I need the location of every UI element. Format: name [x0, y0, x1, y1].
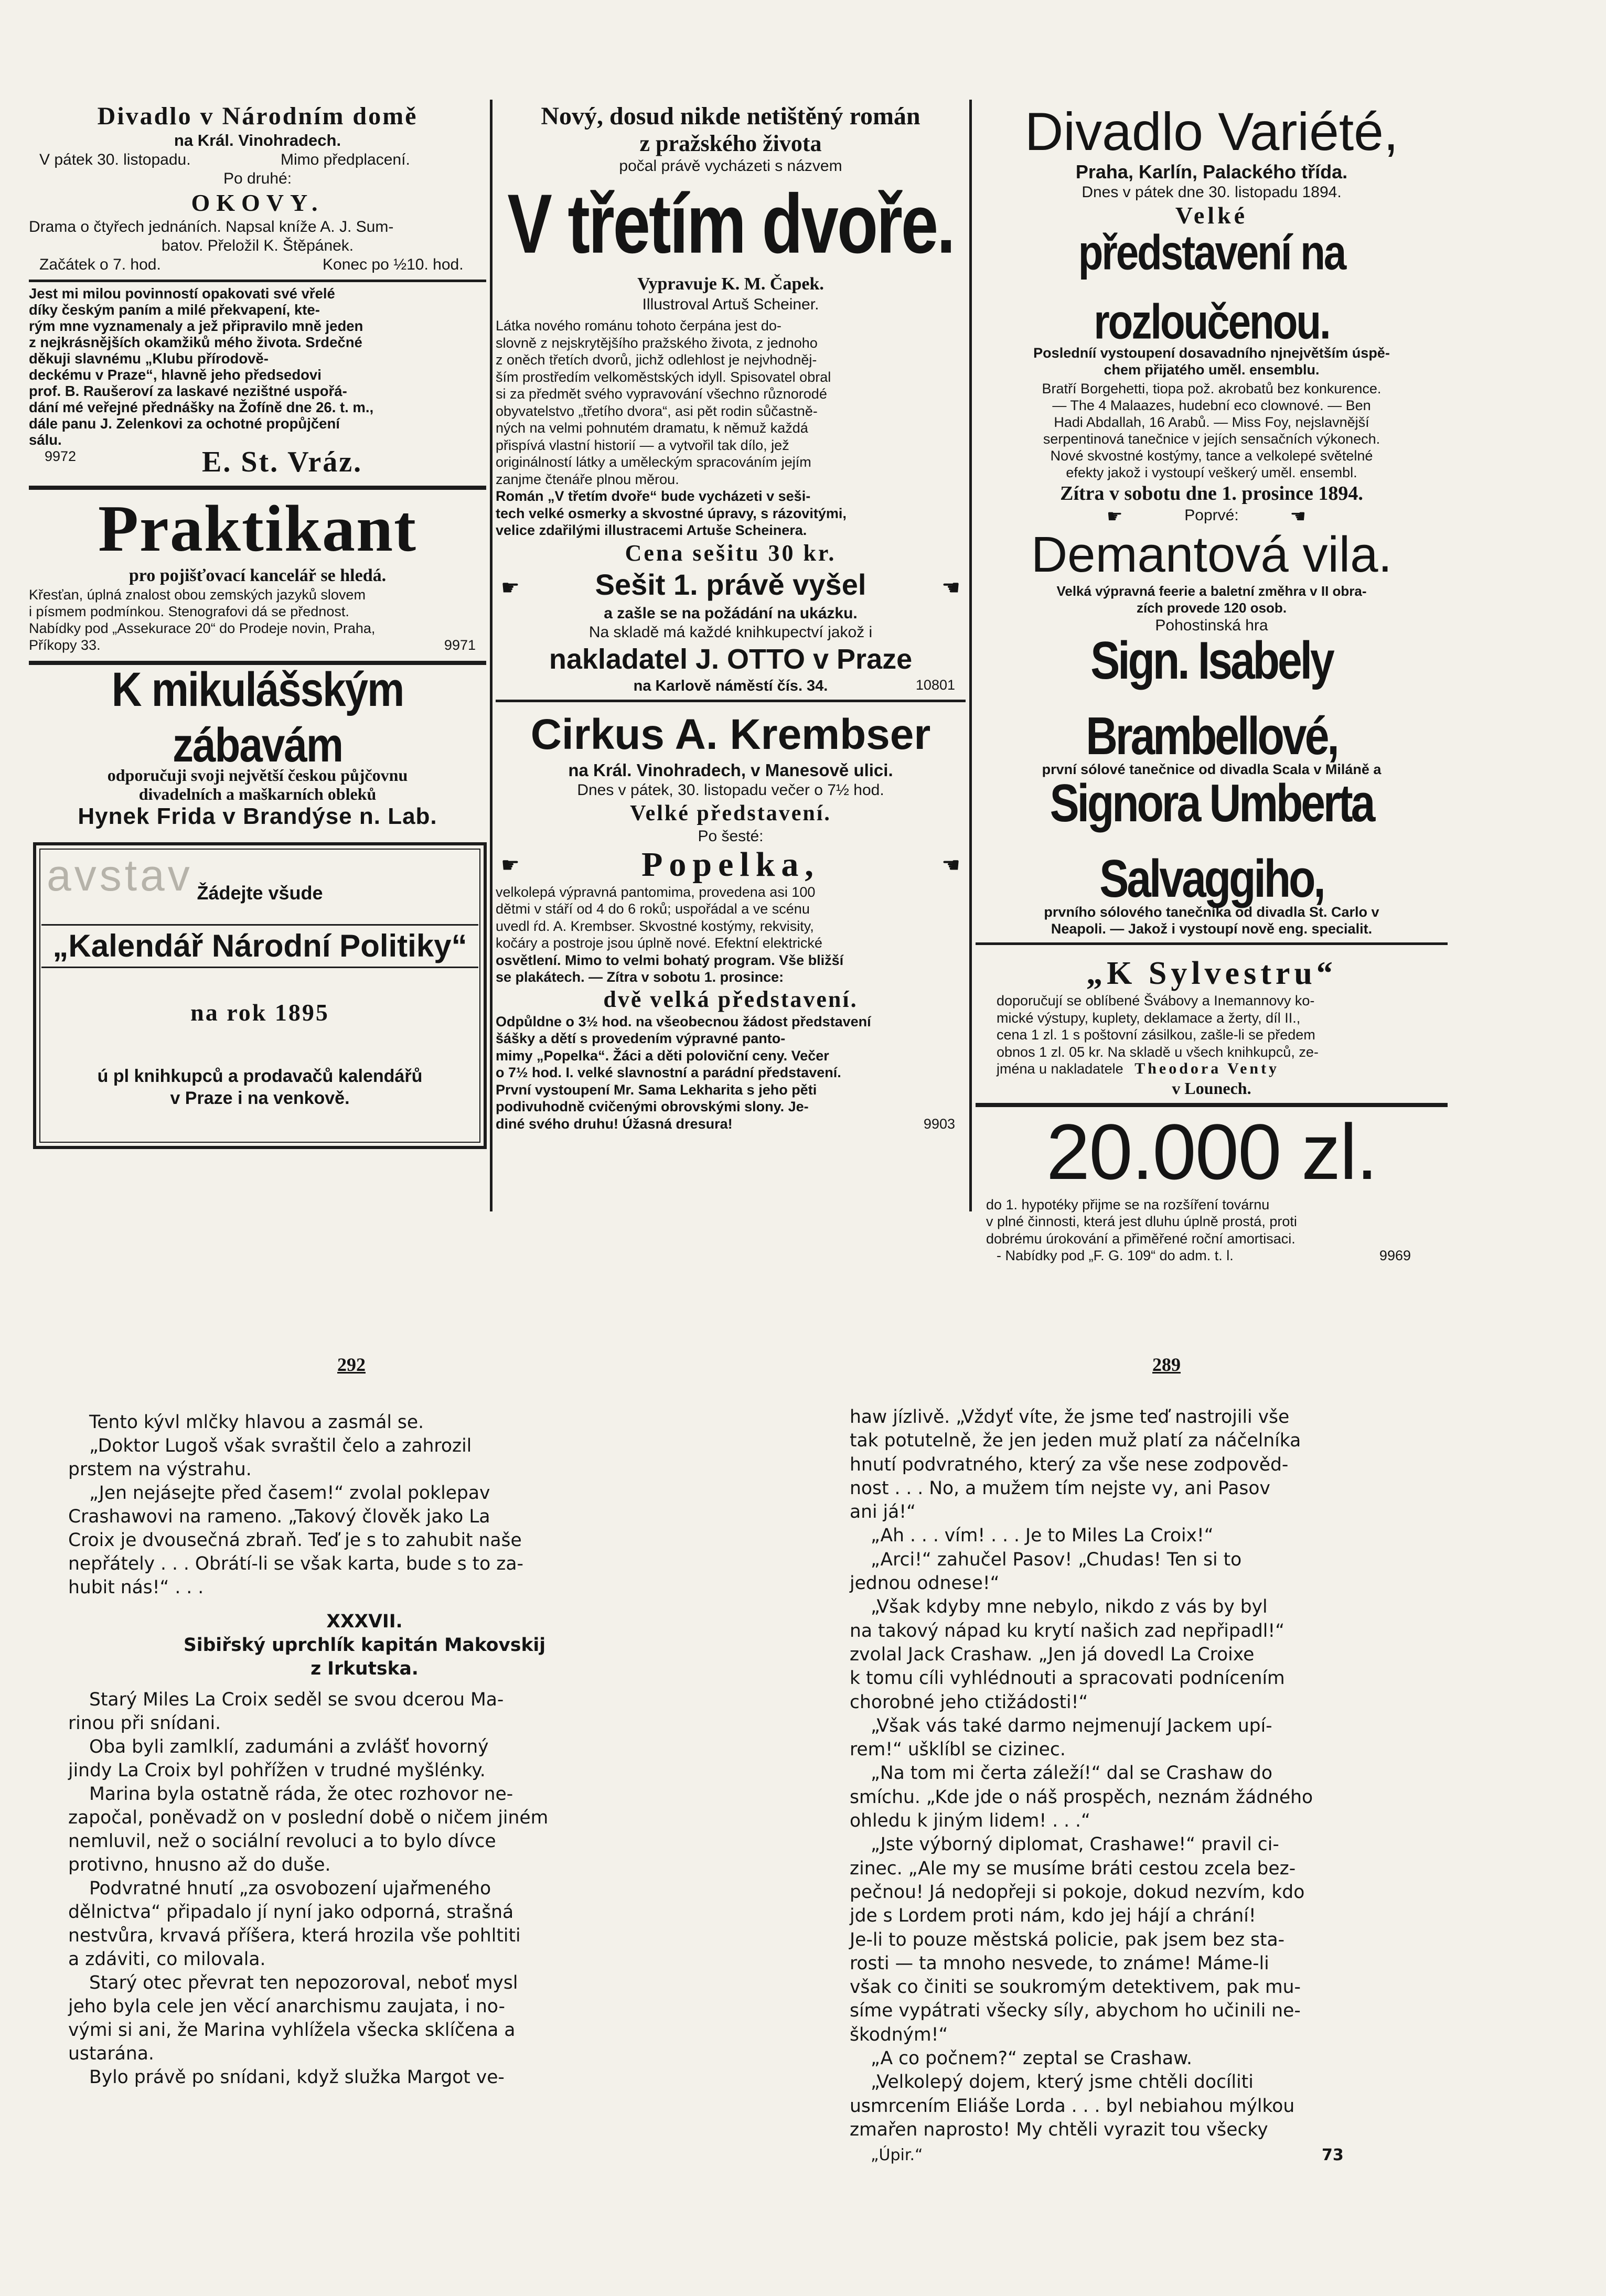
variete-star-2-line: Neapoli. — Jakož i vystoupí nově eng. specialit.	[1051, 921, 1373, 937]
calendar-line-1: ú pl knihkupců a prodavačů kalendářů	[97, 1066, 423, 1086]
novel-ad-author: Vypravuje K. M. Čapek.	[637, 274, 824, 294]
chapter-title: Sibiřský uprchlík kapitán Makovskij	[183, 1635, 546, 1656]
left-page-number: 292	[337, 1354, 366, 1375]
sylvestr-ad	[976, 954, 1448, 1099]
circus-show-row	[496, 846, 966, 884]
novel-left-page	[68, 1411, 661, 2250]
mikulas-ad	[29, 662, 486, 830]
money-number: 9969	[1379, 1248, 1411, 1263]
sylvestr-line: obnos 1 zl. 05 kr. Na skladě u všech knihkupců, ze-	[997, 1044, 1319, 1060]
novel-line: však co činiti se soukromým detektivem, pak mu-	[850, 1977, 1301, 1998]
novel-ad-line: slovně z nejskrytějšího pražského života, z jednoho	[496, 335, 818, 351]
theatre-ad	[29, 102, 486, 276]
variete-star-2-line: prvního sólového tanečníka od divadla St. Carlo v	[1044, 904, 1379, 920]
novel-line: Oba byli zamlklí, zadumáni a zvlášť hovorný	[89, 1736, 489, 1757]
variete-act-line: Nové skvostné kostýmy, tance a velkolepé světelné	[1050, 448, 1373, 464]
divider	[976, 942, 1448, 945]
novel-line: „Doktor Lugoš však svraštil čelo a zahrozil	[89, 1435, 472, 1456]
variete-line: Posledníí vystoupení dosavadního njnejvětším úspě-	[1033, 345, 1390, 361]
column-rule	[490, 100, 492, 1211]
praktikant-head: pro pojišťovací kancelář se hledá.	[129, 566, 387, 585]
variete-star-1-desc: první sólové tanečnice od divadla Scala v Miláně a	[1042, 761, 1382, 777]
circus-body-2	[496, 1013, 966, 1115]
calendar-ask: Žádejte všude	[197, 882, 323, 904]
thanks-line: z nejkrásnějších okamžiků mého života. Srdečné	[29, 334, 362, 350]
novel-ad-address: na Karlově náměstí čís. 34.	[633, 677, 828, 694]
praktikant-body	[29, 586, 486, 637]
novel-ad-issue: Sešit 1. právě vyšel	[595, 567, 866, 601]
money-line: do 1. hypotéky přijme se na rozšíření továrnu	[986, 1196, 1270, 1213]
variete-first-row	[976, 506, 1448, 527]
novel-ad-head-3: počal právě vycházeti s názvem	[619, 157, 842, 175]
praktikant-line: i písmem podmínkou. Stenografovi dá se přednost.	[29, 604, 349, 619]
novel-ad-order: a zašle se na požádání na ukázku.	[604, 604, 858, 622]
circus-body	[496, 884, 966, 986]
novel-line: „Ah . . . vím! . . . Je to Miles La Croix!“	[871, 1525, 1214, 1547]
hand-pointer-left-icon: ☚	[941, 575, 960, 600]
novel-ad-line: ných na velmi pohnutém dramatu, k němuž každá	[496, 420, 808, 436]
money-amount: 20.000 zl.	[1046, 1107, 1377, 1196]
money-body	[976, 1196, 1448, 1248]
sylvestr-line: mické výstupy, kuplety, deklamace a žerty, díl II.,	[997, 1010, 1301, 1026]
novel-line: protivno, hnusno až do duše.	[68, 1854, 331, 1875]
novel-ad-body	[496, 317, 966, 539]
mikulas-title: K mikulášským zábavám	[111, 662, 404, 772]
novel-line: Starý otec převrat ten nepozoroval, neboť mysl	[89, 1972, 518, 1993]
chapter-number: XXXVII.	[326, 1611, 403, 1632]
circus-line: podivuhodně cvičenými obrovskými slony. Je-	[496, 1099, 809, 1114]
novel-line: na takový nápad ku krytí našich zad nepřipadl!“	[850, 1620, 1285, 1641]
variete-title-3: Demantová vila.	[1031, 527, 1393, 583]
circus-show: Popelka,	[641, 845, 820, 884]
variete-title-2: představení na rozloučenou.	[1078, 224, 1345, 349]
right-page-number: 289	[1152, 1354, 1181, 1375]
novel-ad-number: 10801	[915, 677, 955, 693]
novel-line: zinec. „Ale my se musíme bráti cestou zcela bez-	[850, 1858, 1296, 1879]
novel-ad-line: zanjme čtenáře plnou měrou.	[496, 471, 679, 487]
mikulas-name: Hynek Frida v Brandýse n. Lab.	[78, 803, 437, 829]
hand-pointer-icon: ☛	[1107, 506, 1123, 527]
hand-pointer-icon: ☛	[501, 575, 520, 600]
variete-act-line: efekty jakož i vystoupí veškerý uměl. ensembl.	[1066, 465, 1357, 480]
novel-line: chorobné jeho ctižádosti!“	[850, 1691, 1088, 1713]
novel-ad-issue-row	[496, 567, 966, 604]
novel-ad-line: ším prostředím velkoměstských idyll. Spisovatel obral	[496, 369, 831, 385]
thanks-line: Jest mi milou povinností opakovati své vřelé	[29, 285, 335, 302]
thanks-line: sálu.	[29, 432, 62, 448]
novel-line: Podvratné hnutí „za osvobození ujařmeného	[89, 1878, 491, 1899]
novel-line: Tento kývl mlčky hlavou a zasmál se.	[89, 1412, 424, 1433]
novel-line: Marina byla ostatně ráda, že otec rozhovor ne-	[89, 1784, 513, 1805]
novel-ad-line: originálností látky a uměleckým spracováním jejím	[496, 454, 811, 470]
theatre-date: V pátek 30. listopadu.	[39, 151, 191, 168]
sylvestr-name: Theodora Venty	[1134, 1060, 1280, 1077]
novel-ad-illustrator: Illustroval Artuš Scheiner.	[642, 296, 819, 313]
calendar-line-2: v Praze i na venkově.	[170, 1088, 350, 1108]
novel-ad	[496, 102, 966, 695]
variete-date: Dnes v pátek dne 30. listopadu 1894.	[1082, 184, 1342, 201]
divider	[976, 1103, 1448, 1107]
novel-line: škodným!“	[850, 2024, 948, 2045]
novel-line: jeho byla cele jen věcí anarchismu zaujata, i no-	[68, 1996, 506, 2017]
variete-act-line: serpentinová tanečnice v jejích sensačních výkonech.	[1043, 431, 1380, 447]
novel-line: Croix je dvousečná zbraň. Teď je s to zahubit naše	[68, 1530, 522, 1551]
novel-ad-line: tech velké osmerky a skvostné úpravy, s rázovitými,	[496, 505, 847, 521]
novel-ad-stock: Na skladě má každé knihkupectví jakož i	[588, 623, 873, 641]
novel-line: jindy La Croix byl pohřížen v trudné myšlénky.	[68, 1760, 486, 1781]
variete-star-1: Sign. Isabely Brambellové,	[1086, 630, 1337, 766]
circus-title: Cirkus A. Krembser	[530, 710, 931, 758]
circus-line: se plakátech. — Zítra v sobotu 1. prosince:	[496, 969, 784, 985]
money-ad	[976, 1107, 1448, 1265]
novel-line: „Však vás také darmo nejmenují Jackem upí-	[871, 1715, 1272, 1736]
novel-footer-word: „Úpir.“	[871, 2146, 923, 2165]
novel-line: zmařen naprosto! My chtěli vyrazit tou všecky	[850, 2119, 1268, 2140]
novel-line: ohledu k jiným lidem! . . .“	[850, 1810, 1090, 1832]
praktikant-title: Praktikant	[98, 492, 417, 565]
divider	[29, 280, 486, 282]
theatre-end: Konec po ½10. hod.	[323, 256, 464, 273]
money-line: dobrému úrokování a přiměřené roční amortisaci.	[986, 1230, 1295, 1247]
novel-line: pečnou! Já nedopřeji si pokoje, dokud nezvím, kdo	[850, 1881, 1305, 1903]
novel-line: hnutí podvratného, který za vše nese zodpověd-	[850, 1454, 1289, 1475]
novel-ad-line: Látka nového románu tohoto čerpána jest do-	[496, 318, 781, 334]
circus-line: o 7½ hod. I. velké slavnostní a parádní představení.	[496, 1065, 841, 1080]
variete-actress: Pohostinská hra	[1155, 617, 1268, 634]
circus-ad	[496, 710, 966, 1133]
novel-line: rinou při snídani.	[68, 1713, 221, 1734]
novel-ad-line: si za předmět svého vypravování všechno různorodé	[496, 386, 827, 402]
sylvestr-body	[976, 992, 1448, 1078]
theatre-title: Divadlo v Národním domě	[97, 102, 418, 130]
novel-ad-head-2: z pražského života	[639, 131, 822, 156]
variete-act-line: — The 4 Malaazes, hudební eco clownové. — Ben	[1052, 398, 1371, 413]
variete-first: Poprvé:	[1184, 507, 1239, 524]
novel-line: zvolal Jack Crashaw. „Jen já dovedl La Croixe	[850, 1644, 1255, 1665]
circus-line: šášky a dětí s provedením výpravné panto-	[496, 1031, 786, 1046]
circus-line: První vystoupení Mr. Sama Lekharita s jeho pěti	[496, 1081, 817, 1098]
circus-line: uvedl ŕd. A. Krembser. Skvostné kostýmy, rekvisity,	[496, 918, 814, 934]
praktikant-ad	[29, 493, 486, 656]
circus-two: dvě velká představení.	[603, 986, 858, 1012]
money-last: - Nabídky pod „F. G. 109“ do adm. t. l.	[997, 1248, 1234, 1263]
novel-line: jednou odnese!“	[850, 1573, 1000, 1594]
novel-line: nemluvil, než o sociální revoluci a to bylo dívce	[68, 1831, 496, 1852]
sylvestr-line: doporučují se oblíbené Švábovy a Inemannovy ko-	[997, 993, 1315, 1008]
sylvestr-line: cena 1 zl. 1 s poštovní zásilkou, zašle-li se předem	[997, 1027, 1315, 1043]
novel-line: nost . . . No, a mužem tím nejste vy, ani Pasov	[850, 1477, 1270, 1499]
novel-line: ustarána.	[68, 2043, 154, 2064]
novel-line: rem!“ ušklíbl se cizinec.	[850, 1739, 1066, 1761]
novel-line: započal, poněvadž on v poslední době o ničem jiném	[68, 1807, 549, 1828]
praktikant-line: Křesťan, úplná znalost obou zemských jazyků slovem	[29, 587, 366, 603]
thanks-line: deckému v Praze“, hlavně jeho předsedovi	[29, 367, 322, 383]
circus-number: 9903	[923, 1115, 955, 1132]
circus-line: kočáry a postroje jsou úplně nové. Efektní elektrické	[496, 935, 822, 951]
sylvestr-line: jména u nakladatele	[997, 1061, 1123, 1077]
calendar-ghost-text: avstav	[47, 851, 193, 900]
novel-ad-title: V třetím dvoře.	[507, 177, 954, 271]
circus-sixth: Po šesté:	[698, 827, 764, 845]
novel-line: Bylo právě po snídani, když služka Margot ve-	[89, 2067, 505, 2088]
novel-ad-line: obyvatelstvo „třetího dvora“, asi pět rodin sůčastně-	[496, 403, 818, 419]
variete-desc-line: Velká výpravná feerie a baletní změhra v II obra-	[1056, 583, 1367, 599]
novel-line: Crashawovi na rameno. „Takový člověk jako La	[68, 1506, 490, 1527]
novel-line: „Na tom mi čerta záleží!“ dal se Crashaw do	[871, 1763, 1272, 1784]
thanks-signature: E. St. Vráz.	[202, 446, 363, 478]
novel-line: nestvůra, krvavá příšera, která hrozila vše pohltiti	[68, 1925, 521, 1946]
theatre-desc-2: batov. Přeložil K. Štěpánek.	[161, 237, 354, 254]
theatre-subtitle: na Král. Vinohradech.	[174, 131, 341, 149]
novel-line: vými si ani, že Marina vyhlížela všecka sklíčena a	[68, 2020, 516, 2041]
novel-line: prstem na výstrahu.	[68, 1459, 252, 1480]
circus-last: diné svého druhu! Úžasná dresura!	[496, 1115, 733, 1132]
hand-pointer-icon: ☛	[501, 853, 520, 877]
calendar-ad	[33, 842, 487, 1149]
hand-pointer-left-icon: ☚	[941, 853, 960, 877]
money-line: v plné činnosti, která jest dluhu úplně prostá, proti	[986, 1214, 1297, 1229]
thanks-ad	[29, 285, 486, 480]
novel-line: Starý Miles La Croix seděl se svou dcerou Ma-	[89, 1689, 504, 1710]
novel-line: „Velkolepý dojem, který jsme chtěli docíliti	[871, 2072, 1254, 2093]
calendar-title: „Kalendář Národní Politiky“	[41, 924, 478, 968]
novel-line: síme vypátrati všecky síly, abychom ho učinili ne-	[850, 2000, 1301, 2022]
ad-column-1	[29, 102, 486, 1214]
theatre-start: Začátek o 7. hod.	[39, 256, 161, 273]
calendar-year: na rok 1895	[190, 999, 329, 1026]
thanks-body	[29, 285, 486, 448]
praktikant-last: Příkopy 33.	[29, 637, 101, 653]
variete-place: Praha, Karlín, Palackého třída.	[1075, 161, 1348, 183]
theatre-desc-1: Drama o čtyřech jednáních. Napsal kníže A. J. Sum-	[29, 218, 394, 235]
thanks-line: díky českým paním a milé překvapení, kte-	[29, 302, 320, 318]
column-rule	[969, 100, 972, 1211]
novel-ad-line: přispívá vlastní historií — a vytvořil tak dílo, jež	[496, 437, 789, 453]
novel-ad-head-1: Nový, dosud nikde netištěný román	[541, 102, 920, 130]
novel-footer-number: 73	[1322, 2146, 1344, 2165]
novel-line: „Arci!“ zahučel Pasov! „Chudas! Ten si to	[871, 1549, 1242, 1570]
divider	[29, 486, 486, 490]
novel-line: nepřátely . . . Obrátí-li se však karta, bude s to za-	[68, 1553, 523, 1574]
mikulas-line-1: odporučuji svoji největší českou půjčovnu	[107, 766, 408, 785]
novel-line: jde s Lordem proti nám, kdo jej hájí a chrání!	[850, 1905, 1256, 1927]
circus-line: Odpůldne o 3½ hod. na všeobecnou žádost představení	[496, 1013, 871, 1029]
mikulas-line-2: divadelních a maškarních obleků	[138, 785, 377, 803]
circus-line: velkolepá výpravná pantomima, provedena asi 100	[496, 884, 816, 900]
variete-acts	[976, 380, 1448, 481]
chapter-title: z Irkutska.	[311, 1658, 419, 1679]
variete-title: Divadlo Variété,	[1024, 102, 1399, 162]
novel-line: dělnictva“ připadalo jí nyní jako odporná, strašná	[68, 1902, 514, 1923]
novel-line: Je-li to pouze městská policie, pak jsem bez sta-	[850, 1929, 1285, 1950]
variete-line: chem přijatého uměl. ensemblu.	[1104, 362, 1320, 378]
novel-line: tak potutelně, že jen jeden muž platí za náčelníka	[850, 1430, 1301, 1452]
variete-act-line: Bratří Borgehetti, tiopa pož. akrobatů bez konkurence.	[1042, 381, 1382, 396]
praktikant-number: 9971	[444, 637, 476, 653]
novel-line: usmrcením Eliáše Lorda . . . byl nebiahou mýlkou	[850, 2095, 1295, 2117]
novel-line: ani já!“	[850, 1501, 916, 1523]
novel-ad-price: Cena sešitu 30 kr.	[625, 540, 837, 566]
sylvestr-place: v Lounech.	[1172, 1078, 1251, 1098]
ad-column-2	[496, 102, 966, 1214]
novel-line: „Však kdyby mne nebylo, nikdo z vás by byl	[871, 1596, 1268, 1618]
thanks-line: dále panu J. Zelenkovi za ochotné propůjčení	[29, 415, 340, 432]
novel-right-page	[850, 1406, 1469, 2276]
sylvestr-title: „K Sylvestru“	[1086, 956, 1337, 991]
novel-line: „A co počnem?“ zeptal se Crashaw.	[871, 2048, 1192, 2069]
circus-date: Dnes v pátek, 30. listopadu večer o 7½ hod.	[577, 781, 884, 799]
novel-line: hubit nás!“ . . .	[68, 1577, 204, 1598]
circus-line: dětmi v stáří od 4 do 6 roků; uspořádal a ve scénu	[496, 901, 810, 917]
circus-line: mimy „Popelka“. Žáci a děti poloviční ceny. Večer	[496, 1047, 829, 1064]
thanks-line: rým mne vyznamenaly a jež připravilo mně jeden	[29, 318, 363, 334]
variete-act-line: Hadi Abdallah, 16 Arabů. — Miss Foy, nejslavnější	[1054, 414, 1369, 430]
novel-ad-line: Román „V třetím dvoře“ bude vycházeti v seši-	[496, 488, 811, 504]
thanks-line: prof. B. Raušeroví za laskavé nezištné uspořá-	[29, 383, 347, 399]
thanks-number: 9972	[45, 448, 77, 464]
ad-column-3	[976, 102, 1448, 1263]
variete-desc	[976, 583, 1448, 616]
novel-line: k tomu cíli vyhlédnouti a spracovati podnícením	[850, 1668, 1285, 1689]
divider	[496, 700, 966, 702]
novel-line: haw jízlivě. „Vždyť víte, že jsme teď nastrojili vše	[850, 1407, 1290, 1428]
novel-line: „Jen nejásejte před časem!“ zvolal poklepav	[89, 1483, 490, 1504]
novel-ad-publisher: nakladatel J. OTTO v Praze	[549, 643, 913, 675]
novel-ad-line: z oněch třetích dvorů, jichž odlehlost je nejvhodněj-	[496, 352, 817, 368]
circus-line: osvětlení. Mimo to velmi bohatý program. Vše bližší	[496, 952, 844, 968]
theatre-note: Mimo předplacení.	[281, 151, 410, 168]
hand-pointer-left-icon: ☚	[1290, 506, 1306, 527]
variete-desc-line: zích provede 120 osob.	[1136, 600, 1287, 616]
thanks-line: dání mé veřejné přednášky na Žofíně dne 26. t. m.,	[29, 399, 374, 415]
theatre-play: OKOVY.	[191, 189, 324, 216]
novel-line: a zdáviti, co milovala.	[68, 1949, 266, 1970]
novel-ad-line: velice zdařilými illustracemi Artuše Scheinera.	[496, 522, 807, 538]
thanks-line: děkuji slavnému „Klubu přírodově-	[29, 350, 269, 367]
circus-place: na Král. Vinohradech, v Manesově ulici.	[568, 760, 893, 780]
praktikant-line: Nabídky pod „Assekurace 20“ do Prodeje novin, Praha,	[29, 620, 376, 636]
novel-line: rosti — ta mnoho nesvede, to známe! Máme-li	[850, 1952, 1269, 1974]
circus-big: Velké představení.	[630, 801, 831, 825]
variete-star-2: Signora Umberta Salvaggiho,	[1050, 773, 1374, 908]
novel-line: „Jste výborný diplomat, Crashawe!“ pravil ci-	[871, 1834, 1279, 1855]
variete-ad	[976, 102, 1448, 937]
variete-tomorrow: Zítra v sobotu dne 1. prosince 1894.	[1060, 482, 1363, 505]
novel-line: smíchu. „Kde jde o náš prospěch, neznám žádného	[850, 1786, 1313, 1808]
theatre-second: Po druhé:	[223, 170, 292, 187]
variete-big: Velké	[1175, 202, 1248, 229]
